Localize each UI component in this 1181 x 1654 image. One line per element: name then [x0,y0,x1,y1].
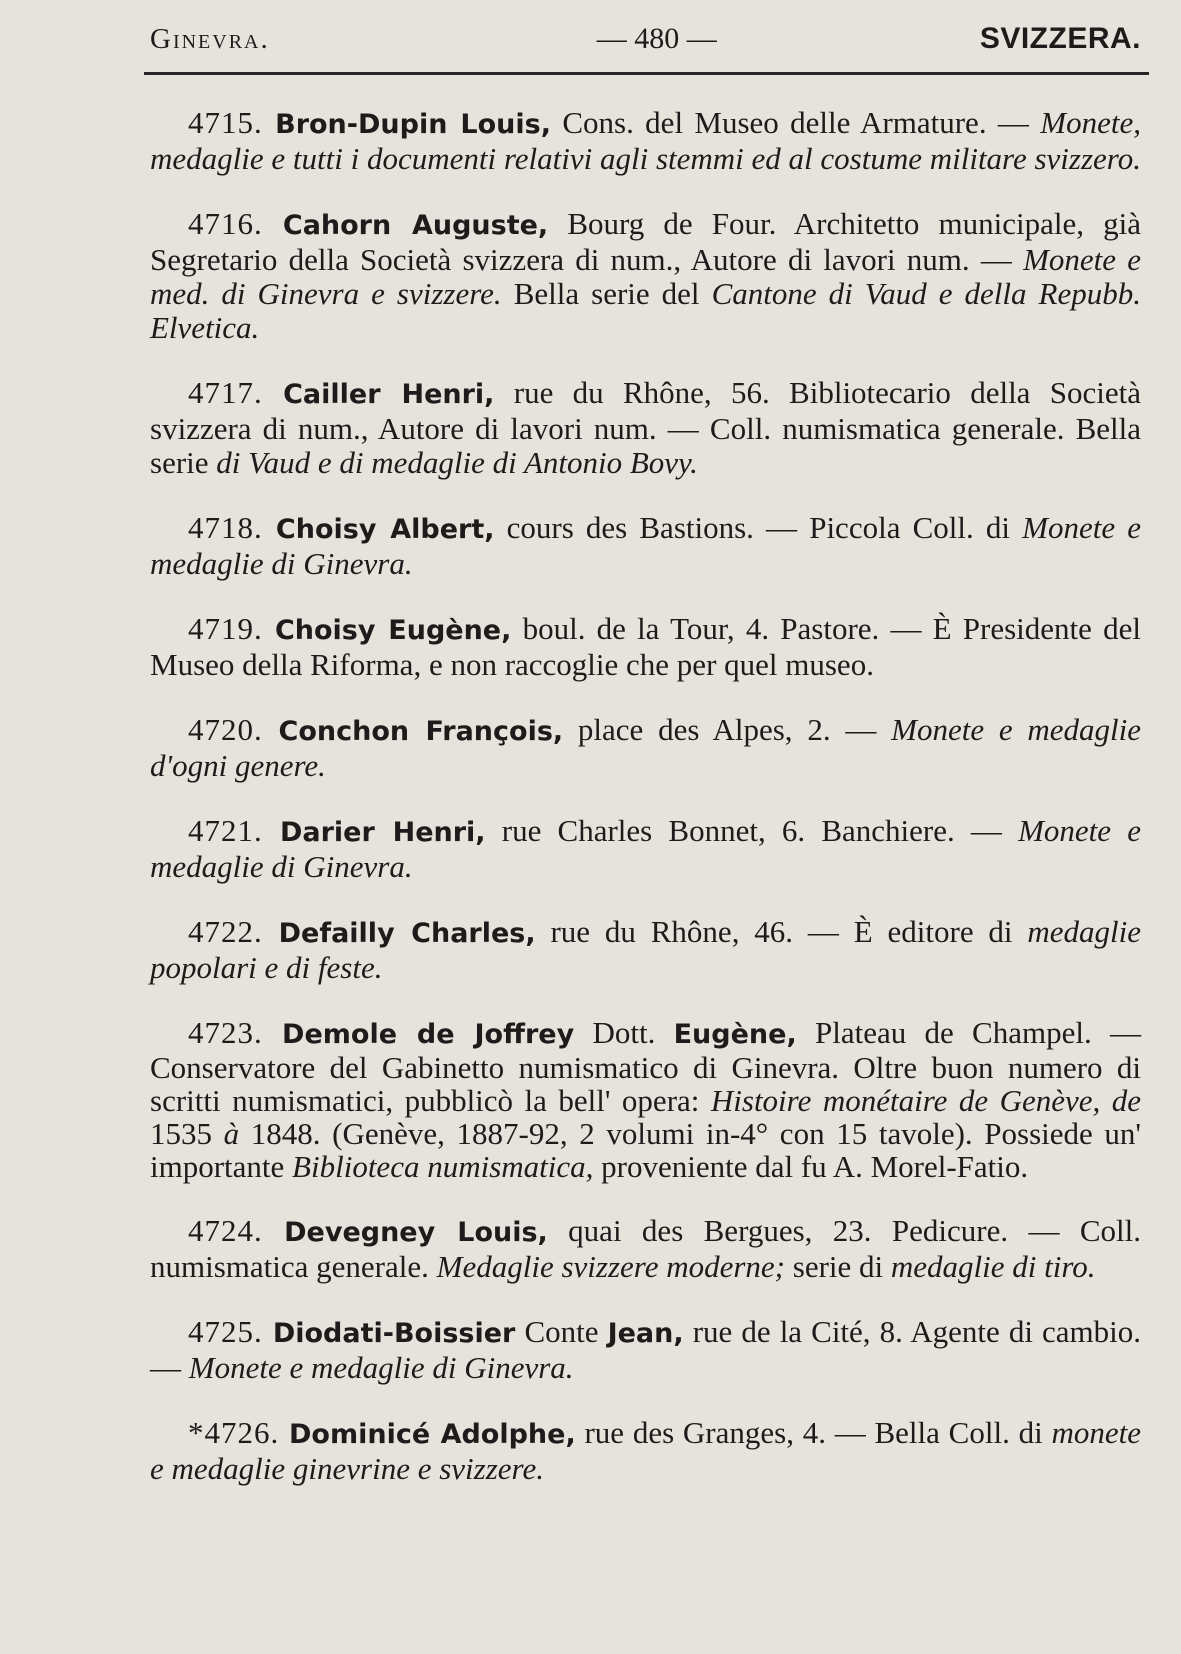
collector-name: Dominicé Adolphe, [289,1419,576,1450]
collector-name: Darier Henri, [279,817,486,848]
entry-text: serie di [785,1249,891,1284]
entry-text: Bella serie del [501,276,712,311]
entry-number: 4723. [188,1015,283,1050]
collection-description: Monete, medaglie e tutti i documenti relativi agli stemmi ed al costume militare svizzero. [150,105,1141,176]
entry-text: 1848. (Genève, 1887-92, 2 volumi in-4° con 15 tavole). Possiede un' importante [150,1116,1141,1184]
collection-description: Cantone di Vaud e della Repubb. Elvetica. [150,276,1141,345]
collection-description: medaglie popolari e di feste. [150,914,1142,985]
entry-number: *4726. [188,1415,290,1450]
directory-entry [150,1214,1141,1284]
collection-description: Monete e medaglie di Ginevra. [150,813,1141,884]
collector-name: Choisy Albert, [275,514,495,545]
directory-entry [150,1416,1141,1486]
header-right: SVIZZERA. [979,22,1141,55]
entry-number: 4715. [188,105,276,140]
directory-entry [150,612,1141,682]
collection-description: Monete e medaglie di Ginevra. [150,510,1141,581]
directory-entry [150,511,1141,581]
entry-text: Conte [515,1314,608,1349]
collection-description: Monete e med. di Ginevra e svizzere. [150,242,1141,311]
header-left: Ginevra. [150,23,270,55]
collection-description: Monete e medaglie d'ogni genere. [150,712,1142,783]
entry-text: 1535 [150,1116,224,1151]
collector-name: Diodati-Boissier [272,1318,516,1349]
directory-entry [150,207,1141,345]
collection-description: monete e medaglie ginevrine e svizzere. [150,1415,1141,1486]
entry-number: 4724. [188,1213,285,1248]
entry-text: rue de la Cité, 8. Agente di cambio. — [150,1314,1141,1385]
collection-description: Medaglie svizzere moderne; [436,1249,785,1284]
collection-description: Histoire monétaire de Genève, de [710,1083,1141,1118]
directory-entry [150,713,1141,783]
entry-number: 4716. [188,206,283,241]
entry-number: 4717. [188,375,284,410]
entry-number: 4722. [188,914,279,949]
collector-name: Devegney Louis, [284,1217,548,1248]
entry-number: 4719. [188,611,275,646]
collection-description: Biblioteca numismatica, [292,1149,594,1184]
collector-name: Cahorn Auguste, [282,210,549,241]
entry-text: Cons. del Museo delle Armature. — [550,105,1041,140]
entry-text: place des Alpes, 2. — [563,712,892,747]
collector-name: Demole de Joffrey [282,1019,575,1050]
directory-entry [150,106,1141,176]
directory-entry [150,376,1141,480]
collector-name: Defailly Charles, [278,918,536,949]
entry-text: cours des Bastions. — Piccola Coll. di [494,510,1023,545]
header-rule [144,72,1149,75]
entry-text: boul. de la Tour, 4. Pastore. — È Presidente del Museo della Riforma, e non raccoglie che per quel museo. [150,611,1141,682]
entry-text: Dott. [574,1015,674,1050]
page-number: — 480 — [596,22,717,55]
entry-number: 4721. [188,813,280,848]
entry-text: rue Charles Bonnet, 6. Banchiere. — [485,813,1019,848]
entry-text: rue du Rhône, 46. — È editore di [535,914,1028,949]
entry-text: quai des Bergues, 23. Pedicure. — Coll. numismatica generale. [150,1213,1142,1284]
entry-text: rue du Rhône, 56. Bibliotecario della Società svizzera di num., Autore di lavori num. — Coll. numismatica generale. Bella serie [150,375,1141,480]
collector-name: Conchon François, [278,716,564,747]
directory-entry [150,1315,1141,1385]
entry-text: Bourg de Four. Architetto municipale, già Segretario della Società svizzera di num., Autore di lavori num. — [150,206,1142,277]
collector-name: Bron-Dupin Louis, [275,109,551,140]
running-head [150,22,1141,68]
entry-text: proveniente dal fu A. Morel-Fatio. [593,1149,1029,1184]
entry-number: 4718. [188,510,276,545]
entry-text: rue des Granges, 4. — Bella Coll. di [575,1415,1052,1450]
directory-entry [150,1016,1141,1183]
entry-number: 4720. [188,712,279,747]
directory-entry [150,915,1141,985]
directory-entry [150,814,1141,884]
collection-description: medaglie di tiro. [890,1249,1096,1284]
collector-name: Choisy Eugène, [274,615,512,646]
collection-description: à [223,1116,240,1151]
collector-forename: Eugène, [673,1019,797,1050]
entry-list [150,106,1141,1486]
entry-number: 4725. [188,1314,273,1349]
collection-description: di Vaud e di medaglie di Antonio Bovy. [216,445,698,480]
collection-description: Monete e medaglie di Ginevra. [188,1350,574,1385]
entry-text: Plateau de Champel. — Conservatore del Gabinetto numismatico di Ginevra. Oltre buon numero di scritti numismatici, pubblicò la bell' opera: [150,1015,1141,1118]
collector-forename: Jean, [607,1318,684,1349]
collector-name: Cailler Henri, [283,379,495,410]
